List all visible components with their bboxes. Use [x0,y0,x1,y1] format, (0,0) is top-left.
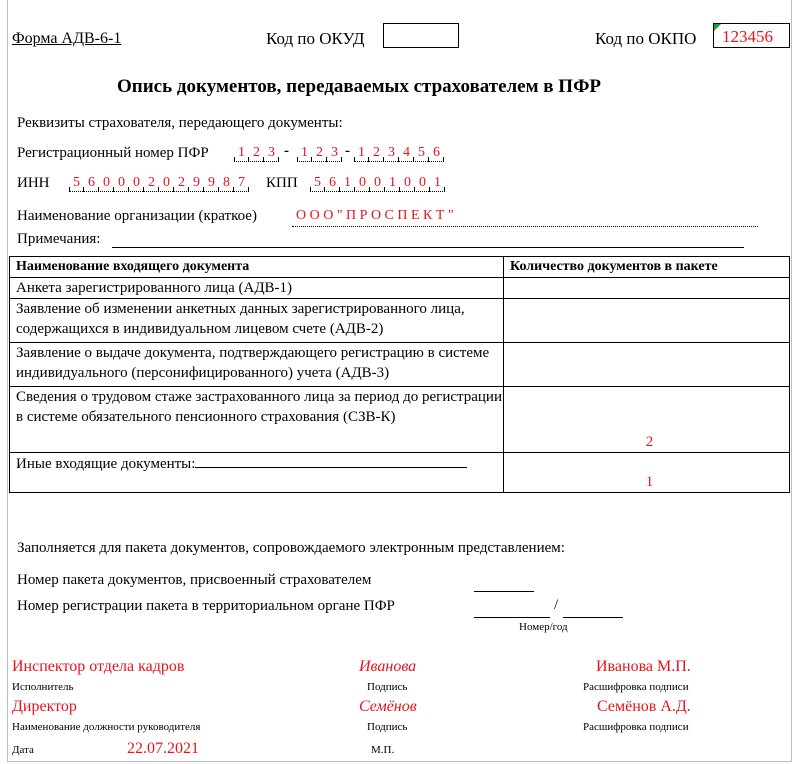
decoding-label: Расшифровка подписи [583,721,689,733]
reg-number-part3[interactable] [354,145,444,162]
reg-number-part2[interactable] [297,145,342,162]
inn-field[interactable] [69,175,249,192]
package-number-field[interactable] [474,584,534,592]
digit: 3 [388,145,395,160]
executor-signature: Иванова [359,658,417,675]
number-year-label: Номер/год [519,621,568,633]
document-name: Заявление о выдаче документа, подтверждающего регистрацию в системе индивидуального (персонифицированного) учета (АДВ-3) [10,343,504,387]
digit: 8 [223,175,230,190]
comb-tick [428,157,429,162]
digit: 2 [373,145,380,160]
digit: 0 [163,175,170,190]
digit: 2 [253,145,260,160]
digit: 3 [331,145,338,160]
digit: 6 [329,175,336,190]
page-title: Опись документов, передаваемых страхователем в ПФР [117,76,601,97]
comb-tick [326,157,327,162]
comb-tick [128,187,129,192]
decoding-label: Расшифровка подписи [583,681,689,693]
comb-tick [69,187,70,192]
slash: / [554,597,559,613]
comb-tick [310,187,311,192]
comb-tick [384,187,385,192]
comb-tick [354,157,355,162]
digit: 0 [103,175,110,190]
dash: - [345,143,350,159]
document-quantity[interactable]: 2 [504,387,790,453]
digit: 2 [316,145,323,160]
digit: 4 [403,145,410,160]
digit: 0 [419,175,426,190]
comb-tick [218,187,219,192]
comb-tick [113,187,114,192]
comb-tick [233,187,234,192]
comb-tick [354,187,355,192]
okpo-value: 123456 [722,27,773,46]
document-name: Сведения о трудовом стаже застрахованного лица за период до регистрации в системе обязательного пенсионного страхования (СЗВ-К) [10,387,504,453]
kpp-field[interactable] [310,175,445,192]
okud-field[interactable] [383,23,459,48]
notes-label: Примечания: [17,231,101,247]
comb-tick [203,187,204,192]
digit: 1 [344,175,351,190]
comb-tick [383,157,384,162]
comb-tick [98,187,99,192]
reg-number-part1[interactable] [234,145,279,162]
document-name: Анкета зарегистрированного лица (АДВ-1) [10,278,504,299]
comb-tick [158,187,159,192]
digit: 1 [434,175,441,190]
head-decoding: Семёнов А.Д. [597,698,691,715]
document-quantity[interactable] [504,343,790,387]
comb-tick [188,187,189,192]
notes-field[interactable] [112,247,744,248]
signature-label: Подпись [367,681,408,693]
okud-label: Код по ОКУД [266,29,365,48]
cell-corner-marker [714,24,721,31]
other-documents-line[interactable] [195,453,467,468]
document-quantity[interactable] [504,278,790,299]
dash: - [284,143,289,159]
table-header [10,257,790,278]
digit: 5 [418,145,425,160]
digit: 1 [238,145,245,160]
stamp-label: М.П. [371,744,395,756]
comb-tick [414,187,415,192]
comb-tick [368,157,369,162]
document-quantity[interactable]: 1 [504,453,790,493]
comb-tick [413,157,414,162]
org-name-field[interactable] [292,208,758,227]
digit: 0 [118,175,125,190]
comb-tick [399,187,400,192]
table-row [10,453,790,493]
registration-label: Номер регистрации пакета в территориальном органе ПФР [17,598,395,614]
digit: 6 [433,145,440,160]
electronic-label: Заполняется для пакета документов, сопровождаемого электронным представлением: [17,540,565,556]
form-name: Форма АДВ-6-1 [12,30,122,47]
digit: 1 [389,175,396,190]
comb-tick [443,157,444,162]
comb-tick [278,157,279,162]
comb-tick [248,187,249,192]
digit: 0 [133,175,140,190]
registration-year-field[interactable] [563,610,623,618]
comb-tick [173,187,174,192]
reg-number-label: Регистрационный номер ПФР [17,145,209,161]
comb-tick [339,187,340,192]
other-documents-cell [10,453,504,493]
digit: 2 [148,175,155,190]
comb-tick [248,157,249,162]
comb-tick [83,187,84,192]
okpo-field[interactable] [713,23,790,48]
date-label: Дата [12,744,34,756]
digit: 0 [404,175,411,190]
comb-tick [263,157,264,162]
digit: 6 [88,175,95,190]
digit: 9 [193,175,200,190]
package-number-label: Номер пакета документов, присвоенный страхователем [17,572,372,588]
digit: 1 [301,145,308,160]
table-row [10,278,790,299]
digit: 2 [178,175,185,190]
documents-table [9,256,790,493]
comb-tick [234,157,235,162]
requisites-label: Реквизиты страхователя, передающего документы: [17,115,343,131]
executor-decoding: Иванова М.П. [596,658,691,675]
table-row [10,387,790,453]
digit: 7 [238,175,245,190]
okpo-label: Код по ОКПО [595,29,697,48]
document-name: Заявление об изменении анкетных данных зарегистрированного лица, содержащихся в индивидуальном лицевом счете (АДВ-2) [10,299,504,343]
comb-tick [398,157,399,162]
comb-tick [324,187,325,192]
col-header-document: Наименование входящего документа [10,257,504,278]
head-position: Директор [12,698,77,715]
document-name: Иные входящие документы: [16,456,196,472]
col-header-quantity: Количество документов в пакете [504,257,790,278]
org-name-value: О О О " П Р О С П Е К Т " [296,208,454,223]
table-row [10,299,790,343]
comb-tick [369,187,370,192]
digit: 5 [314,175,321,190]
registration-number-field[interactable] [474,610,550,618]
digit: 9 [208,175,215,190]
executor-position: Инспектор отдела кадров [12,658,185,675]
digit: 0 [374,175,381,190]
comb-tick [444,187,445,192]
comb-tick [429,187,430,192]
comb-tick [341,157,342,162]
kpp-label: КПП [266,175,298,191]
signature-label: Подпись [367,721,408,733]
comb-tick [297,157,298,162]
digit: 3 [268,145,275,160]
digit: 5 [73,175,80,190]
date-value: 22.07.2021 [127,740,199,757]
digit: 1 [358,145,365,160]
table-row [10,343,790,387]
document-quantity[interactable] [504,299,790,343]
comb-tick [311,157,312,162]
inn-label: ИНН [17,175,50,191]
digit: 0 [359,175,366,190]
org-name-label: Наименование организации (краткое) [17,208,257,224]
head-signature: Семёнов [359,698,417,715]
comb-tick [143,187,144,192]
executor-label: Исполнитель [12,681,74,693]
head-position-label: Наименование должности руководителя [12,721,201,733]
